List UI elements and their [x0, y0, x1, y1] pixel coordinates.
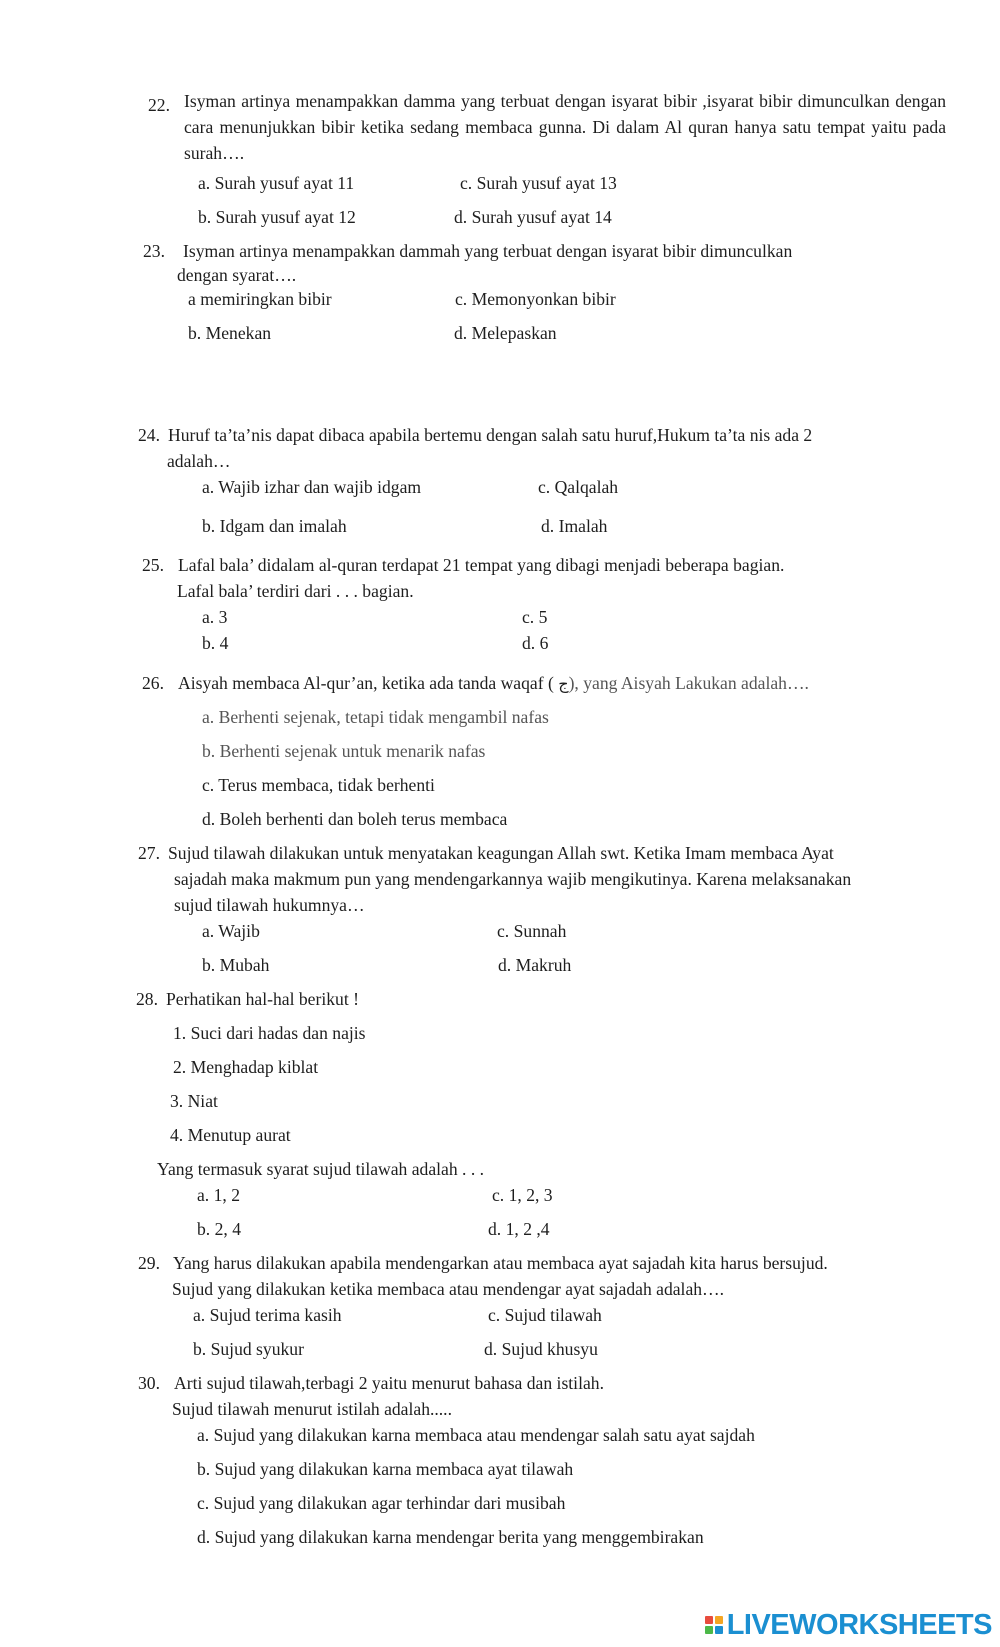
option-b[interactable]: b. Surah yusuf ayat 12: [198, 207, 356, 227]
option-a[interactable]: a. Berhenti sejenak, tetapi tidak mengambil nafas: [202, 707, 549, 727]
option-d[interactable]: d. Sujud yang dilakukan karna mendengar berita yang menggembirakan: [197, 1527, 704, 1547]
question-line-3: sujud tilawah hukumnya…: [174, 895, 365, 915]
option-c[interactable]: c. Sujud yang dilakukan agar terhindar dari musibah: [197, 1493, 566, 1513]
option-a[interactable]: a. Surah yusuf ayat 11: [198, 173, 355, 193]
list-item: 4. Menutup aurat: [170, 1125, 291, 1145]
question-line-1: Arti sujud tilawah,terbagi 2 yaitu menurut bahasa dan istilah.: [174, 1373, 604, 1393]
option-a[interactable]: a memiringkan bibir: [188, 289, 332, 309]
list-item: 2. Menghadap kiblat: [173, 1057, 319, 1077]
waqaf-symbol: ج: [558, 674, 569, 693]
option-c[interactable]: c. Sujud tilawah: [488, 1305, 602, 1325]
question-line-2: adalah…: [167, 451, 231, 471]
option-c[interactable]: c. Sunnah: [497, 921, 567, 941]
question-line-1: Lafal bala’ didalam al-quran terdapat 21 tempat yang dibagi menjadi beberapa bagian.: [178, 555, 785, 575]
question-text: Isyman artinya menampakkan damma yang terbuat dengan isyarat bibir ,isyarat bibir dimunculkan dengan cara menunjukkan bibir ketika sedang membaca gunna. Di dalam Al quran hanya satu tempat yaitu pada surah….: [184, 91, 946, 163]
list-item: 3. Niat: [170, 1091, 218, 1111]
question-number: 30.: [138, 1373, 160, 1393]
logo-text: LIVEWORKSHEETS: [726, 1608, 992, 1641]
option-c[interactable]: c. Surah yusuf ayat 13: [460, 173, 617, 193]
option-b[interactable]: b. Menekan: [188, 323, 272, 343]
option-a[interactable]: a. Sujud yang dilakukan karna membaca atau mendengar salah satu ayat sajdah: [197, 1425, 755, 1445]
question-text-before: Aisyah membaca Al-qur’an, ketika ada tanda waqaf (: [178, 673, 554, 693]
option-b[interactable]: b. Sujud syukur: [193, 1339, 304, 1359]
question-number: 24.: [138, 425, 160, 445]
question-text: Perhatikan hal-hal berikut !: [166, 989, 359, 1009]
option-a[interactable]: a. Sujud terima kasih: [193, 1305, 342, 1325]
option-b[interactable]: b. 2, 4: [197, 1219, 241, 1239]
question-line-1: Sujud tilawah dilakukan untuk menyatakan keagungan Allah swt. Ketika Imam membaca Ayat: [168, 843, 834, 863]
question-number: 23.: [143, 241, 165, 261]
option-d[interactable]: d. Boleh berhenti dan boleh terus membaca: [202, 809, 508, 829]
list-item: 1. Suci dari hadas dan najis: [173, 1023, 366, 1043]
question-number: 29.: [138, 1253, 160, 1273]
question-line-2: sajadah maka makmum pun yang mendengarkannya wajib mengikutinya. Karena melaksanakan: [174, 869, 852, 889]
option-c[interactable]: c. 1, 2, 3: [492, 1185, 553, 1205]
option-c[interactable]: c. Qalqalah: [538, 477, 619, 497]
option-c[interactable]: c. 5: [522, 607, 548, 627]
question-line-1: Huruf ta’ta’nis dapat dibaca apabila bertemu dengan salah satu huruf,Hukum ta’ta nis ada 2: [168, 425, 813, 445]
option-b[interactable]: b. 4: [202, 633, 229, 653]
question-number: 28.: [136, 989, 158, 1009]
option-b[interactable]: b. Mubah: [202, 955, 270, 975]
option-b[interactable]: b. Sujud yang dilakukan karna membaca ayat tilawah: [197, 1459, 574, 1479]
question-text: [178, 673, 809, 694]
liveworksheets-logo: [705, 1610, 992, 1640]
option-a[interactable]: a. 1, 2: [197, 1185, 240, 1205]
question-line-1: Isyman artinya menampakkan dammah yang terbuat dengan isyarat bibir dimunculkan: [183, 241, 793, 261]
option-a[interactable]: a. Wajib izhar dan wajib idgam: [202, 477, 422, 497]
option-a[interactable]: a. 3: [202, 607, 228, 627]
option-a[interactable]: a. Wajib: [202, 921, 260, 941]
question-number: 22.: [148, 95, 170, 115]
question-prompt: Yang termasuk syarat sujud tilawah adalah . . .: [157, 1159, 485, 1179]
option-d[interactable]: d. Makruh: [498, 955, 572, 975]
option-b[interactable]: b. Berhenti sejenak untuk menarik nafas: [202, 741, 486, 761]
option-c[interactable]: c. Terus membaca, tidak berhenti: [202, 775, 435, 795]
question-line-2: dengan syarat….: [177, 265, 297, 285]
question-line-1: Yang harus dilakukan apabila mendengarkan atau membaca ayat sajadah kita harus bersujud.: [173, 1253, 828, 1273]
question-text-after: ), yang Aisyah Lakukan adalah….: [568, 673, 809, 693]
option-c[interactable]: c. Memonyonkan bibir: [455, 289, 616, 309]
option-d[interactable]: d. Imalah: [541, 516, 608, 536]
question-number: 25.: [142, 555, 164, 575]
question-line-2: Lafal bala’ terdiri dari . . . bagian.: [177, 581, 414, 601]
option-d[interactable]: d. Melepaskan: [454, 323, 557, 343]
logo-mark-icon: [705, 1616, 723, 1634]
option-d[interactable]: d. 6: [522, 633, 549, 653]
option-b[interactable]: b. Idgam dan imalah: [202, 516, 347, 536]
option-d[interactable]: d. Sujud khusyu: [484, 1339, 598, 1359]
question-line-2: Sujud tilawah menurut istilah adalah.....: [172, 1399, 452, 1419]
option-d[interactable]: d. 1, 2 ,4: [488, 1219, 550, 1239]
question-number: 27.: [138, 843, 160, 863]
option-d[interactable]: d. Surah yusuf ayat 14: [454, 207, 612, 227]
question-line-2: Sujud yang dilakukan ketika membaca atau mendengar ayat sajadah adalah….: [172, 1279, 725, 1299]
question-number: 26.: [142, 673, 164, 693]
